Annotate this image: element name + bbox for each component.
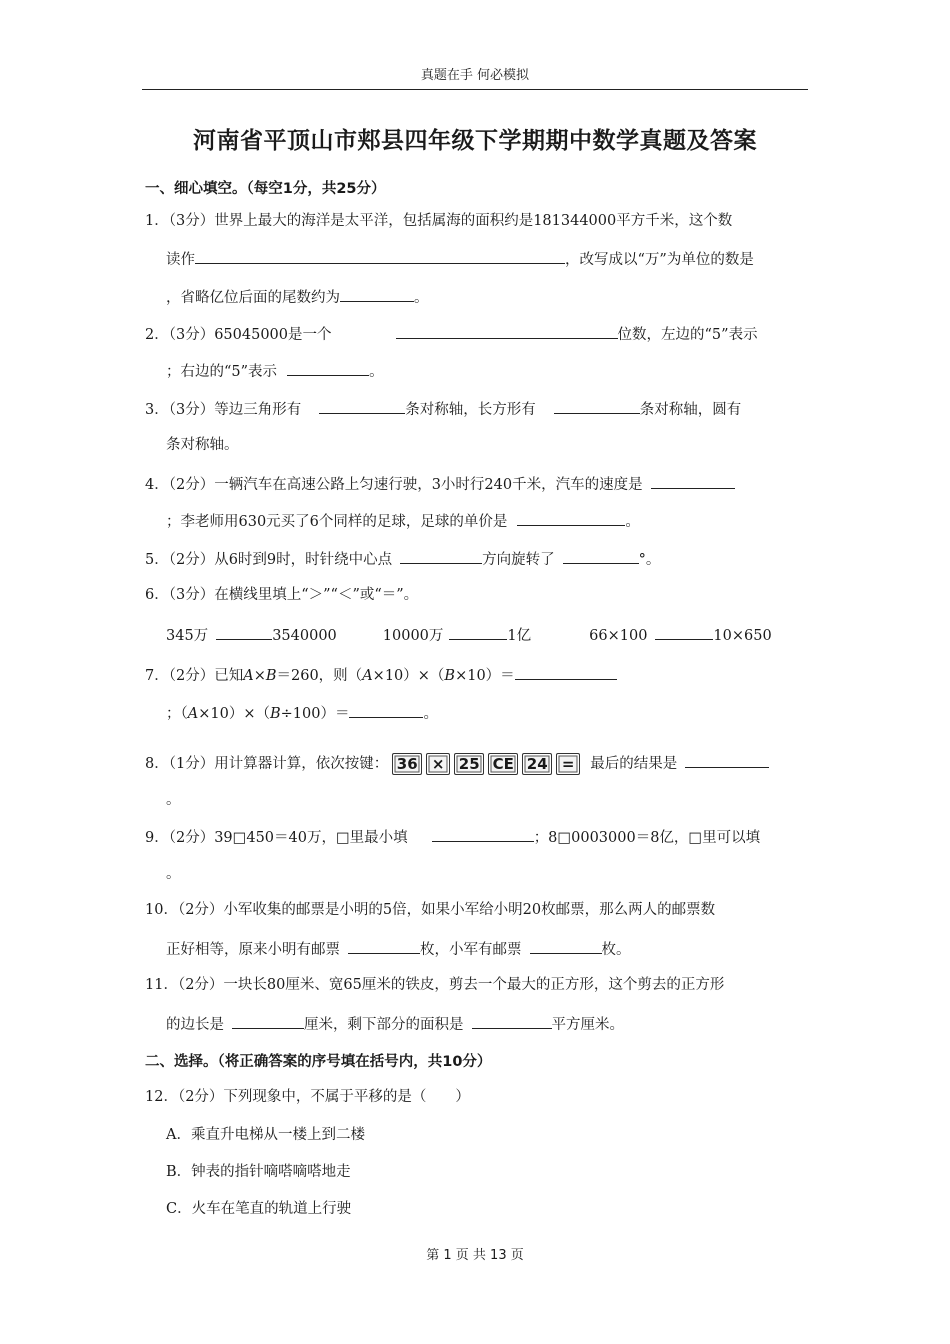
q10-text: 枚，小军有邮票 bbox=[420, 942, 522, 958]
q2-text: 2．（3分）65045000是一个 bbox=[145, 327, 332, 343]
page-header: 真题在手 何必模拟 bbox=[420, 68, 530, 83]
q9-blank-min[interactable] bbox=[432, 826, 534, 842]
q6-text: 10000万 bbox=[382, 628, 444, 644]
q2-blank-digits[interactable] bbox=[396, 323, 618, 339]
q12-option-b[interactable]: B．钟表的指针嘀嗒嘀嗒地走 bbox=[166, 1164, 351, 1180]
q2-blank-right5[interactable] bbox=[287, 360, 369, 376]
q4-text: 4．（2分）一辆汽车在高速公路上匀速行驶，3小时行240千米，汽车的速度是 bbox=[145, 477, 643, 493]
q12-question: 12．（2分）下列现象中，不属于平移的是（ ） bbox=[145, 1089, 470, 1105]
q8-text: 8．（1分）用计算器计算，依次按键： bbox=[145, 756, 389, 772]
q9-line2: 。 bbox=[166, 866, 181, 882]
q7-var-a: A bbox=[362, 668, 373, 684]
q2-text: 。 bbox=[369, 364, 384, 380]
q5-text: 方向旋转了 bbox=[482, 552, 555, 568]
q4-text: 。 bbox=[625, 514, 640, 530]
q6-text: 3540000 bbox=[272, 628, 337, 644]
q11-line1: 11．（2分）一块长80厘米、宽65厘米的铁皮，剪去一个最大的正方形，这个剪去的正方形 bbox=[145, 977, 725, 993]
q10-line1: 10．（2分）小军收集的邮票是小明的5倍，如果小军给小明20枚邮票，那么两人的邮票数 bbox=[145, 902, 716, 918]
calc-key-multiply: × bbox=[426, 753, 450, 775]
q1-text: 。 bbox=[414, 290, 429, 306]
q6-line1: 6．（3分）在横线里填上“＞”“＜”或“＝”。 bbox=[145, 587, 419, 603]
q11-blank-area[interactable] bbox=[472, 1013, 552, 1029]
q10-text: 正好相等，原来小明有邮票 bbox=[166, 942, 340, 958]
q1-blank-approx[interactable] bbox=[340, 286, 414, 302]
q7-blank-1[interactable] bbox=[515, 664, 617, 680]
q4-blank-speed[interactable] bbox=[651, 473, 735, 489]
q2-line1 bbox=[145, 323, 758, 345]
q1-text: ，省略亿位后面的尾数约为 bbox=[166, 290, 340, 306]
q7-text: 。 bbox=[423, 706, 438, 722]
q7-text: ；（ bbox=[166, 706, 188, 722]
section-heading-fill-blank: 一、细心填空。（每空1分，共25分） bbox=[145, 181, 386, 197]
q8-blank-result[interactable] bbox=[685, 752, 769, 768]
q9-line1 bbox=[145, 826, 760, 848]
q5-blank-degrees[interactable] bbox=[563, 548, 639, 564]
q1-line3 bbox=[166, 286, 429, 308]
calc-key-24: 24 bbox=[522, 753, 552, 775]
q4-line1 bbox=[145, 473, 735, 495]
q7-text: ÷100）＝ bbox=[280, 706, 350, 722]
calc-key-25: 25 bbox=[454, 753, 484, 775]
section-heading-multiple-choice: 二、选择。（将正确答案的序号填在括号内，共10分） bbox=[145, 1054, 492, 1070]
q6-blank-1[interactable] bbox=[216, 624, 272, 640]
q3-text: 条对称轴，圆有 bbox=[639, 402, 742, 418]
q5-blank-direction[interactable] bbox=[400, 548, 482, 564]
q11-text: 平方厘米。 bbox=[551, 1017, 624, 1033]
q2-text: ；右边的“5”表示 bbox=[166, 364, 278, 380]
q12-option-c[interactable]: C．火车在笔直的轨道上行驶 bbox=[166, 1201, 352, 1217]
q6-blank-3[interactable] bbox=[655, 624, 713, 640]
q10-blank-xiaojun[interactable] bbox=[530, 938, 602, 954]
q5-text: °。 bbox=[638, 552, 661, 568]
q7-text: 7．（2分）已知 bbox=[145, 668, 244, 684]
q10-line2 bbox=[166, 938, 631, 960]
q1-text: 读作 bbox=[166, 252, 195, 268]
q11-line2 bbox=[166, 1013, 624, 1035]
q3-line2: 条对称轴。 bbox=[166, 437, 239, 453]
q3-line1 bbox=[145, 398, 741, 420]
calculator-keys bbox=[392, 753, 584, 775]
q11-text: 的边长是 bbox=[166, 1017, 224, 1033]
q7-var-b: B bbox=[444, 668, 456, 684]
q11-text: 厘米，剩下部分的面积是 bbox=[304, 1017, 464, 1033]
q7-var-a: A bbox=[243, 668, 254, 684]
q12-option-a[interactable]: A．乘直升电梯从一楼上到二楼 bbox=[166, 1127, 365, 1143]
q7-text: ＝260，则（ bbox=[276, 668, 363, 684]
q7-text: ×10）＝ bbox=[455, 668, 515, 684]
q11-blank-side[interactable] bbox=[232, 1013, 304, 1029]
q6-blank-2[interactable] bbox=[449, 624, 507, 640]
q2-text: 位数，左边的“5”表示 bbox=[617, 327, 758, 343]
q6-text: 10×650 bbox=[713, 628, 772, 644]
q7-var-b: B bbox=[265, 668, 277, 684]
q1-line2 bbox=[166, 248, 754, 270]
q7-text: × bbox=[253, 668, 266, 684]
q6-text: 1亿 bbox=[507, 628, 532, 644]
header-divider bbox=[142, 89, 808, 90]
q3-blank-rectangle[interactable] bbox=[554, 398, 640, 414]
q1-line1: 1．（3分）世界上最大的海洋是太平洋，包括属海的面积约是181344000平方千米，这个数 bbox=[145, 213, 733, 229]
calc-key-equals: = bbox=[556, 753, 580, 775]
q7-line2 bbox=[166, 702, 438, 724]
q7-blank-2[interactable] bbox=[349, 702, 423, 718]
q4-blank-price[interactable] bbox=[517, 510, 625, 526]
q5-line1 bbox=[145, 548, 660, 570]
q9-text: 9．（2分）39□450＝40万，□里最小填 bbox=[145, 830, 408, 846]
q5-text: 5．（2分）从6时到9时，时针绕中心点 bbox=[145, 552, 393, 568]
q4-text: ；李老师用630元买了6个同样的足球，足球的单价是 bbox=[166, 514, 508, 530]
q6-line2 bbox=[166, 624, 772, 646]
q7-var-b: B bbox=[269, 706, 281, 722]
q6-text: 66×100 bbox=[589, 628, 648, 644]
q7-text: ×10）×（ bbox=[198, 706, 270, 722]
q3-text: 条对称轴，长方形有 bbox=[405, 402, 536, 418]
q8-line2: 。 bbox=[166, 792, 181, 808]
document-title: 河南省平顶山市郏县四年级下学期期中数学真题及答案 bbox=[193, 128, 757, 154]
calc-key-ce: CE bbox=[488, 753, 518, 775]
q3-blank-triangle[interactable] bbox=[319, 398, 405, 414]
q1-blank-read[interactable] bbox=[195, 248, 565, 264]
q8-line1 bbox=[145, 752, 769, 775]
page-footer: 第 1 页 共 13 页 bbox=[426, 1248, 524, 1263]
q7-var-a: A bbox=[187, 706, 199, 722]
q8-text: 最后的结果是 bbox=[590, 756, 678, 772]
calc-key-36: 36 bbox=[392, 753, 422, 775]
q10-text: 枚。 bbox=[601, 942, 631, 958]
q10-blank-xiaoming[interactable] bbox=[348, 938, 420, 954]
q3-text: 3．（3分）等边三角形有 bbox=[145, 402, 302, 418]
q6-text: 345万 bbox=[166, 628, 209, 644]
q7-line1 bbox=[145, 664, 617, 686]
q1-text: ，改写成以“万”为单位的数是 bbox=[565, 252, 754, 268]
q7-text: ×10）×（ bbox=[372, 668, 445, 684]
q4-line2 bbox=[166, 510, 640, 532]
q9-text: ；8□0003000＝8亿，□里可以填 bbox=[533, 830, 761, 846]
q2-line2 bbox=[166, 360, 384, 382]
